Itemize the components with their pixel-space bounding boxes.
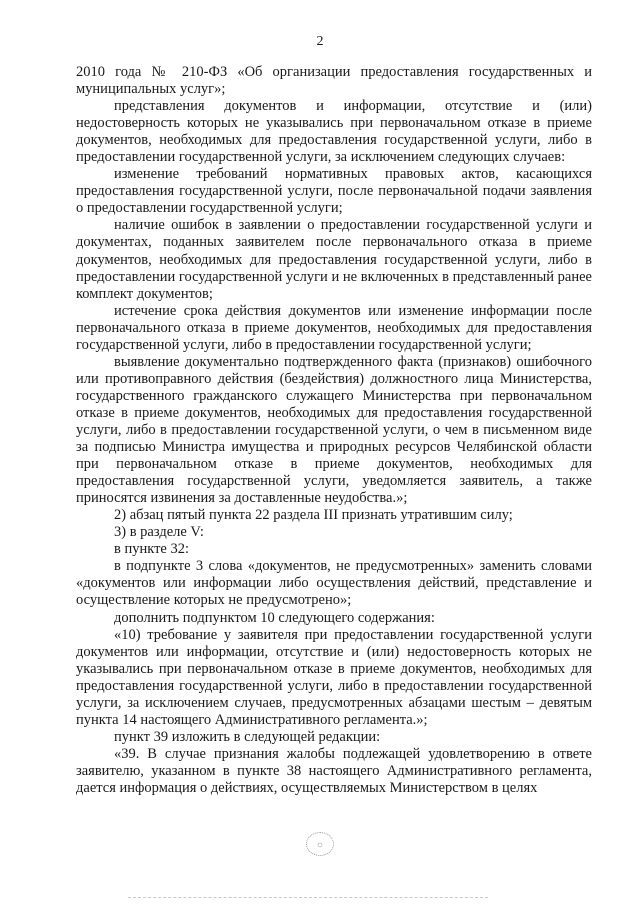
paragraph: дополнить подпунктом 10 следующего содержания: [114, 609, 435, 626]
paragraph: «10) требование у заявителя при предоставлении государственной услуги документов или информации, отсутствие и (или) недостоверность которых не указывались при первоначальном отказе в приеме документов, необходимых для предоставления государственной услуги, либо в предоставлении государственной услуги, за исключением случаев, предусмотренных абзацами шестым – девятым пункта 14 настоящего Административного регламента.»; [76, 626, 592, 728]
paragraph: в пункте 32: [114, 541, 190, 558]
paragraph: «39. В случае признания жалобы подлежащей удовлетворению в ответе заявителю, указанном в пункте 38 настоящего Административного регламента, дается информация о действиях, осуществляемых Министерством в целях [76, 745, 592, 796]
document-body [76, 64, 592, 797]
paragraph: изменение требований нормативных правовых актов, касающихся предоставления государственной услуги, после первоначальной подачи заявления о предоставлении государственной услуги; [76, 166, 592, 217]
paragraph: пункт 39 изложить в следующей редакции: [114, 728, 381, 745]
page-number: 2 [316, 34, 324, 49]
paragraph: истечение срока действия документов или изменение информации после первоначального отказа в приеме документов, необходимых для предоставления государственной услуги, либо в предоставлении государственной услуги; [76, 302, 592, 353]
paragraph: представления документов и информации, отсутствие и (или) недостоверность которых не указывались при первоначальном отказе в приеме документов, необходимых для предоставления государственной услуги, либо в предоставлении государственной услуги, за исключением следующих случаев: [76, 98, 592, 166]
paragraph: 2) абзац пятый пункта 22 раздела III признать утратившим силу; [114, 507, 513, 524]
bottom-rule [128, 897, 488, 898]
paragraph: 2010 года № 210-ФЗ «Об организации предоставления государственных и муниципальных услуг»; [76, 64, 592, 98]
paragraph: 3) в разделе V: [114, 524, 204, 541]
paragraph: в подпункте 3 слова «документов, не предусмотренных» заменить словами «документов или информации либо осуществления действий, представление и осуществление которых не предусмотрено»; [76, 558, 592, 609]
paragraph: наличие ошибок в заявлении о предоставлении государственной услуги и документах, поданных заявителем после первоначального отказа в приеме документов, необходимых для предоставления государственной услуги, либо в предоставлении государственной услуги и не включенных в представленный ранее комплект документов; [76, 217, 592, 302]
paragraph: выявление документально подтвержденного факта (признаков) ошибочного или противоправного действия (бездействия) должностного лица Министерства, государственного гражданского служащего Министерства при первоначальном отказе в приеме документов, необходимых для предоставления государственной услуги, либо в предоставлении государственной услуги, о чем в письменном виде за подписью Министра имущества и природных ресурсов Челябинской области при первоначальном отказе в приеме документов, необходимых для предоставления государственной услуги, уведомляется заявитель, а также приносятся извинения за доставленные неудобства.»; [76, 353, 592, 507]
stamp-mark: ☼ [306, 832, 334, 856]
